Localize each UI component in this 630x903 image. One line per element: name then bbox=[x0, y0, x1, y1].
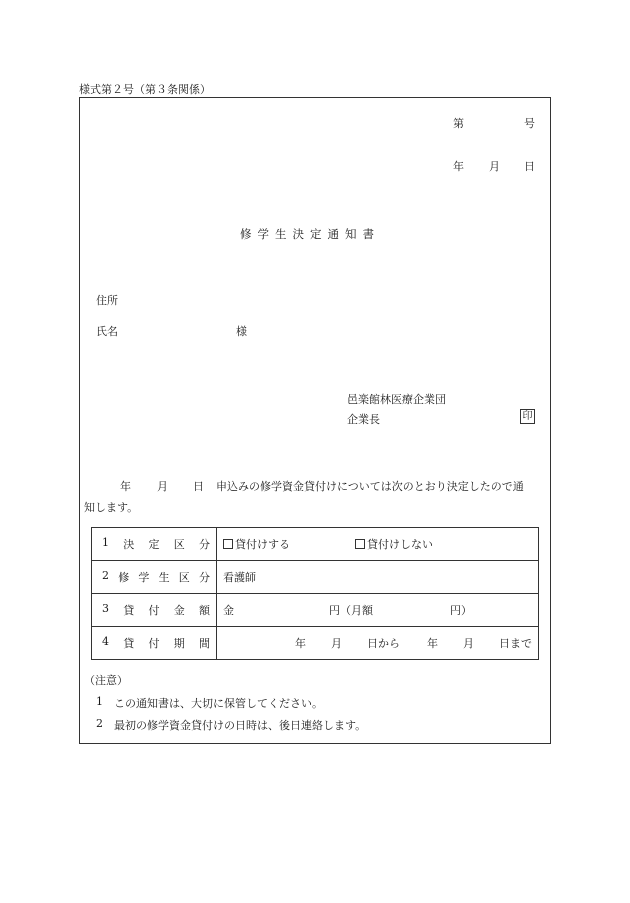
note-number: 1 bbox=[96, 695, 103, 708]
label-char: 分 bbox=[199, 538, 210, 551]
row-number: 2 bbox=[102, 569, 109, 582]
label-char: 学 bbox=[138, 571, 150, 584]
row-value bbox=[217, 594, 539, 627]
name-label: 氏名 bbox=[96, 325, 118, 338]
body-year: 年 bbox=[120, 480, 131, 493]
body-month: 月 bbox=[157, 480, 168, 493]
table-row bbox=[92, 561, 539, 594]
row-value bbox=[217, 528, 539, 561]
honorific: 様 bbox=[236, 325, 247, 338]
checkbox-no-lend[interactable] bbox=[355, 539, 365, 549]
row-number: 1 bbox=[102, 536, 109, 549]
period-month-to: 月 bbox=[463, 637, 474, 650]
period-month-from: 月 bbox=[331, 637, 342, 650]
body-text-line1: 申込みの修学資金貸付けについては次のとおり決定したので通 bbox=[216, 480, 524, 493]
row-number: 3 bbox=[102, 602, 109, 615]
option-no-lend: 貸付けしない bbox=[367, 538, 433, 551]
row-label bbox=[92, 528, 217, 561]
label-char: 定 bbox=[148, 538, 160, 551]
label-char: 金 bbox=[173, 604, 185, 617]
label-char: 付 bbox=[148, 637, 160, 650]
row-label bbox=[92, 561, 217, 594]
address-label: 住所 bbox=[96, 294, 118, 307]
label-char: 貸 bbox=[123, 604, 135, 617]
period-day-from: 日から bbox=[367, 637, 400, 650]
row-number: 4 bbox=[102, 635, 109, 648]
document-title: 修学生決定通知書 bbox=[240, 227, 380, 241]
label-char: 貸 bbox=[123, 637, 135, 650]
body-day: 日 bbox=[193, 480, 204, 493]
issuer-title: 企業長 bbox=[347, 413, 380, 426]
row-value: 看護師 bbox=[217, 561, 539, 594]
issuer-organization: 邑楽館林医療企業団 bbox=[347, 393, 446, 406]
doc-number-prefix: 第 bbox=[453, 117, 464, 130]
label-char: 額 bbox=[199, 604, 210, 617]
option-lend: 貸付けする bbox=[235, 538, 290, 551]
label-char: 間 bbox=[199, 637, 210, 650]
period-year-to: 年 bbox=[427, 637, 438, 650]
label-char: 付 bbox=[148, 604, 160, 617]
table-row bbox=[92, 528, 539, 561]
label-char: 区 bbox=[178, 571, 190, 584]
amount-yen-close: 円） bbox=[450, 604, 472, 617]
label-char: 分 bbox=[198, 571, 210, 584]
date-month: 月 bbox=[489, 160, 500, 173]
note-text: 最初の修学資金貸付けの日時は、後日連絡します。 bbox=[114, 719, 367, 732]
checkbox-lend[interactable] bbox=[223, 539, 233, 549]
form-header: 様式第２号（第３条関係） bbox=[79, 83, 211, 96]
body-text-line2: 知します。 bbox=[84, 501, 139, 514]
table-row bbox=[92, 594, 539, 627]
note-text: この通知書は、大切に保管してください。 bbox=[114, 697, 323, 710]
label-char: 期 bbox=[173, 637, 185, 650]
label-char: 決 bbox=[123, 538, 135, 551]
date-day: 日 bbox=[524, 160, 535, 173]
row-label bbox=[92, 594, 217, 627]
label-char: 修 bbox=[118, 571, 130, 584]
decision-table bbox=[91, 527, 539, 660]
row-value bbox=[217, 627, 539, 660]
period-day-to: 日まで bbox=[499, 637, 532, 650]
label-char: 区 bbox=[173, 538, 185, 551]
amount-kin: 金 bbox=[223, 604, 234, 617]
doc-number-suffix: 号 bbox=[524, 117, 535, 130]
note-number: 2 bbox=[96, 717, 103, 730]
period-year-from: 年 bbox=[295, 637, 306, 650]
amount-monthly: 円（月額 bbox=[329, 604, 373, 617]
seal-mark: 印 bbox=[520, 409, 535, 424]
row-label bbox=[92, 627, 217, 660]
table-row bbox=[92, 627, 539, 660]
label-char: 生 bbox=[158, 571, 170, 584]
notes-heading: （注意） bbox=[84, 674, 128, 687]
date-year: 年 bbox=[453, 160, 464, 173]
